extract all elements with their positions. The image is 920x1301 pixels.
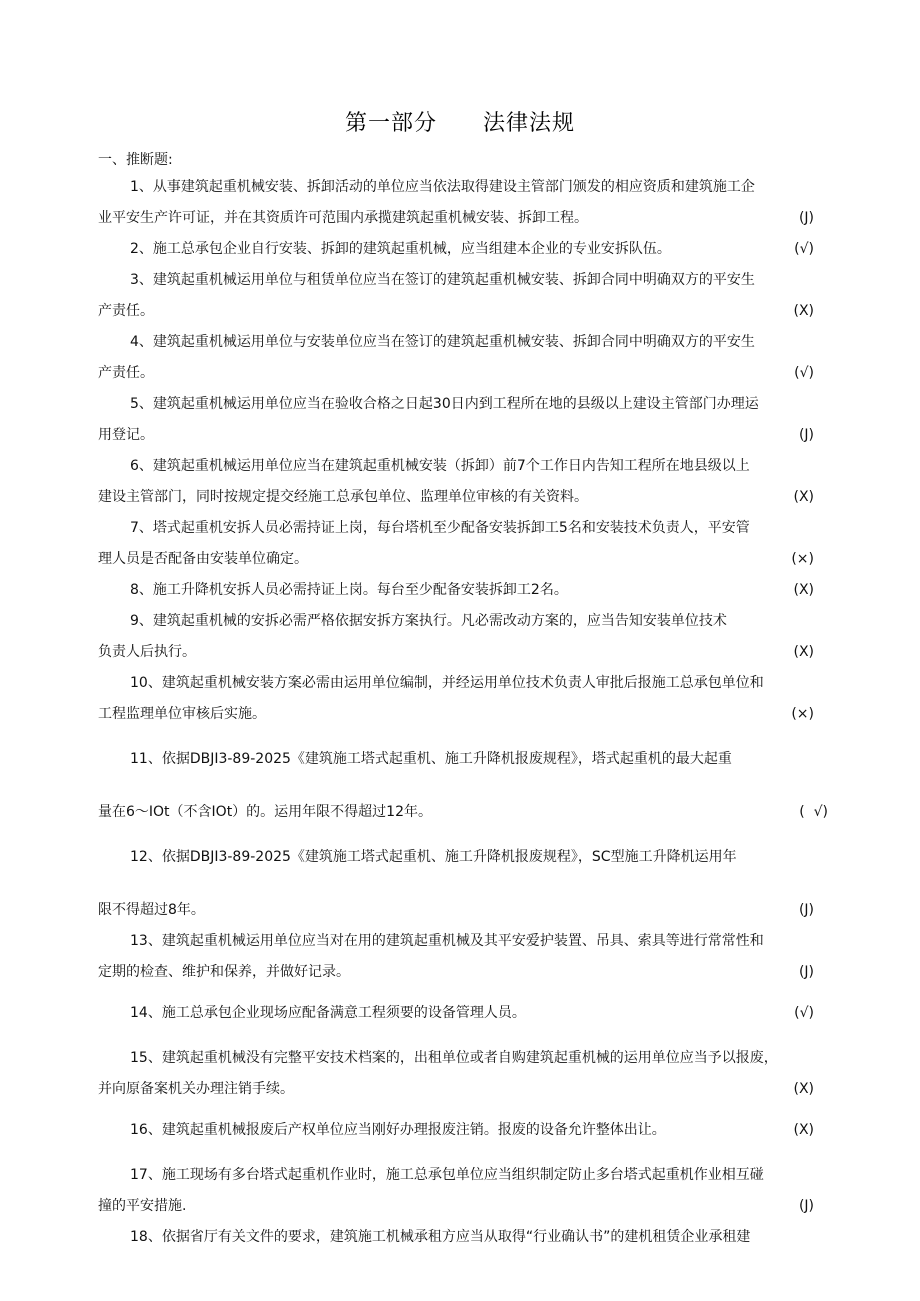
question-text: 18、依据省厅有关文件的要求，建筑施工机械承租方应当从取得“行业确认书”的建机租赁企业承租建 — [130, 1229, 751, 1245]
answer-mark: (×) — [791, 551, 814, 567]
question-text: 3、建筑起重机械运用单位与租赁单位应当在签订的建筑起重机械安装、拆卸合同中明确双方的平安生 — [130, 272, 755, 288]
question-item — [98, 513, 828, 575]
question-text-continued: 量在6～IOt（不含IOt）的。运用年限不得超过12年。 — [98, 804, 432, 820]
question-text: 10、建筑起重机械安装方案必需由运用单位编制，并经运用单位技术负责人审批后报施工总承包单位和 — [130, 675, 764, 691]
question-text: 4、建筑起重机械运用单位与安装单位应当在签订的建筑起重机械安装、拆卸合同中明确双方的平安生 — [130, 334, 755, 350]
answer-mark: (×) — [791, 706, 814, 722]
question-text-continued: 建设主管部门，同时按规定提交经施工总承包单位、监理单位审核的有关资料。 — [98, 489, 588, 505]
question-text-continued: 产责任。 — [98, 365, 154, 381]
answer-mark: (X) — [793, 489, 814, 505]
answer-mark: (X) — [793, 1122, 814, 1138]
question-item — [98, 1222, 828, 1253]
question-text: 13、建筑起重机械运用单位应当对在用的建筑起重机械及其平安爱护装置、吊具、索具等进行常常性和 — [130, 933, 764, 949]
question-item — [98, 744, 828, 828]
answer-mark: (√) — [794, 1005, 814, 1021]
answer-mark: (J) — [798, 210, 814, 226]
question-text-continued: 用登记。 — [98, 427, 154, 443]
answer-mark: (X) — [793, 1081, 814, 1097]
answer-mark: (J) — [798, 964, 814, 980]
question-text-continued: 负责人后执行。 — [98, 644, 196, 660]
question-text: 5、建筑起重机械运用单位应当在验收合格之日起30日内到工程所在地的县级以上建设主管部门办理运 — [130, 396, 759, 412]
question-item — [98, 451, 828, 513]
question-item — [98, 1043, 828, 1105]
question-item — [98, 389, 828, 451]
question-text-continued: 定期的检查、维护和保养，并做好记录。 — [98, 964, 350, 980]
question-item — [98, 575, 828, 606]
question-item — [98, 327, 828, 389]
question-item — [98, 172, 828, 234]
question-text-continued: 工程监理单位审核后实施。 — [98, 706, 266, 722]
question-text: 7、塔式起重机安拆人员必需持证上岗，每台塔机至少配备安装拆卸工5名和安装技术负责人，平安管 — [130, 520, 750, 536]
question-item — [98, 842, 828, 926]
question-text: 2、施工总承包企业自行安装、拆卸的建筑起重机械，应当组建本企业的专业安拆队伍。 — [130, 241, 671, 257]
answer-mark: (X) — [793, 303, 814, 319]
question-item — [98, 926, 828, 988]
title-name: 法律法规 — [483, 111, 576, 136]
question-text-continued: 业平安生产许可证，并在其资质许可范围内承揽建筑起重机械安装、拆卸工程。 — [98, 210, 588, 226]
question-text-continued: 撞的平安措施. — [98, 1198, 187, 1214]
question-item — [98, 265, 828, 327]
answer-mark: (J) — [798, 1198, 814, 1214]
page-title — [0, 106, 920, 137]
question-item — [98, 668, 828, 730]
question-item — [98, 1160, 828, 1222]
question-item — [98, 998, 828, 1029]
answer-mark: (X) — [793, 582, 814, 598]
question-list — [98, 172, 828, 1253]
question-text-continued: 产责任。 — [98, 303, 154, 319]
section-heading: 一、推断题: — [98, 152, 173, 168]
question-text: 15、建筑起重机械没有完整平安技术档案的，出租单位或者自购建筑起重机械的运用单位应当予以报废， — [130, 1050, 778, 1066]
question-text: 6、建筑起重机械运用单位应当在建筑起重机械安装（拆卸）前7个工作日内告知工程所在地县级以上 — [130, 458, 750, 474]
answer-mark: (X) — [793, 644, 814, 660]
answer-mark: (J) — [798, 427, 814, 443]
title-part: 第一部分 — [344, 111, 437, 136]
answer-mark: (√) — [794, 365, 814, 381]
question-text: 16、建筑起重机械报废后产权单位应当刚好办理报废注销。报废的设备允许整体出让。 — [130, 1122, 666, 1138]
question-text-continued: 并向原备案机关办理注销手续。 — [98, 1081, 294, 1097]
question-item — [98, 234, 828, 265]
answer-mark: (√) — [794, 241, 814, 257]
question-text: 9、建筑起重机械的安拆必需严格依据安拆方案执行。凡必需改动方案的，应当告知安装单位技术 — [130, 613, 727, 629]
answer-mark: (J) — [798, 902, 814, 918]
question-item — [98, 606, 828, 668]
answer-mark: ( √) — [799, 804, 828, 820]
question-text: 14、施工总承包企业现场应配备满意工程须要的设备管理人员。 — [130, 1005, 526, 1021]
question-text-continued: 理人员是否配备由安装单位确定。 — [98, 551, 308, 567]
question-text: 17、施工现场有多台塔式起重机作业时，施工总承包单位应当组织制定防止多台塔式起重机作业相互碰 — [130, 1167, 764, 1183]
question-item — [98, 1115, 828, 1146]
question-text: 11、依据DBJI3-89-2025《建筑施工塔式起重机、施工升降机报废规程》，塔式起重机的最大起重 — [130, 751, 732, 767]
question-text: 1、从事建筑起重机械安装、拆卸活动的单位应当依法取得建设主管部门颁发的相应资质和建筑施工企 — [130, 179, 755, 195]
question-text-continued: 限不得超过8年。 — [98, 902, 205, 918]
question-text: 8、施工升降机安拆人员必需持证上岗。每台至少配备安装拆卸工2名。 — [130, 582, 568, 598]
question-text: 12、依据DBJI3-89-2025《建筑施工塔式起重机、施工升降机报废规程》，SC型施工升降机运用年 — [130, 849, 737, 865]
